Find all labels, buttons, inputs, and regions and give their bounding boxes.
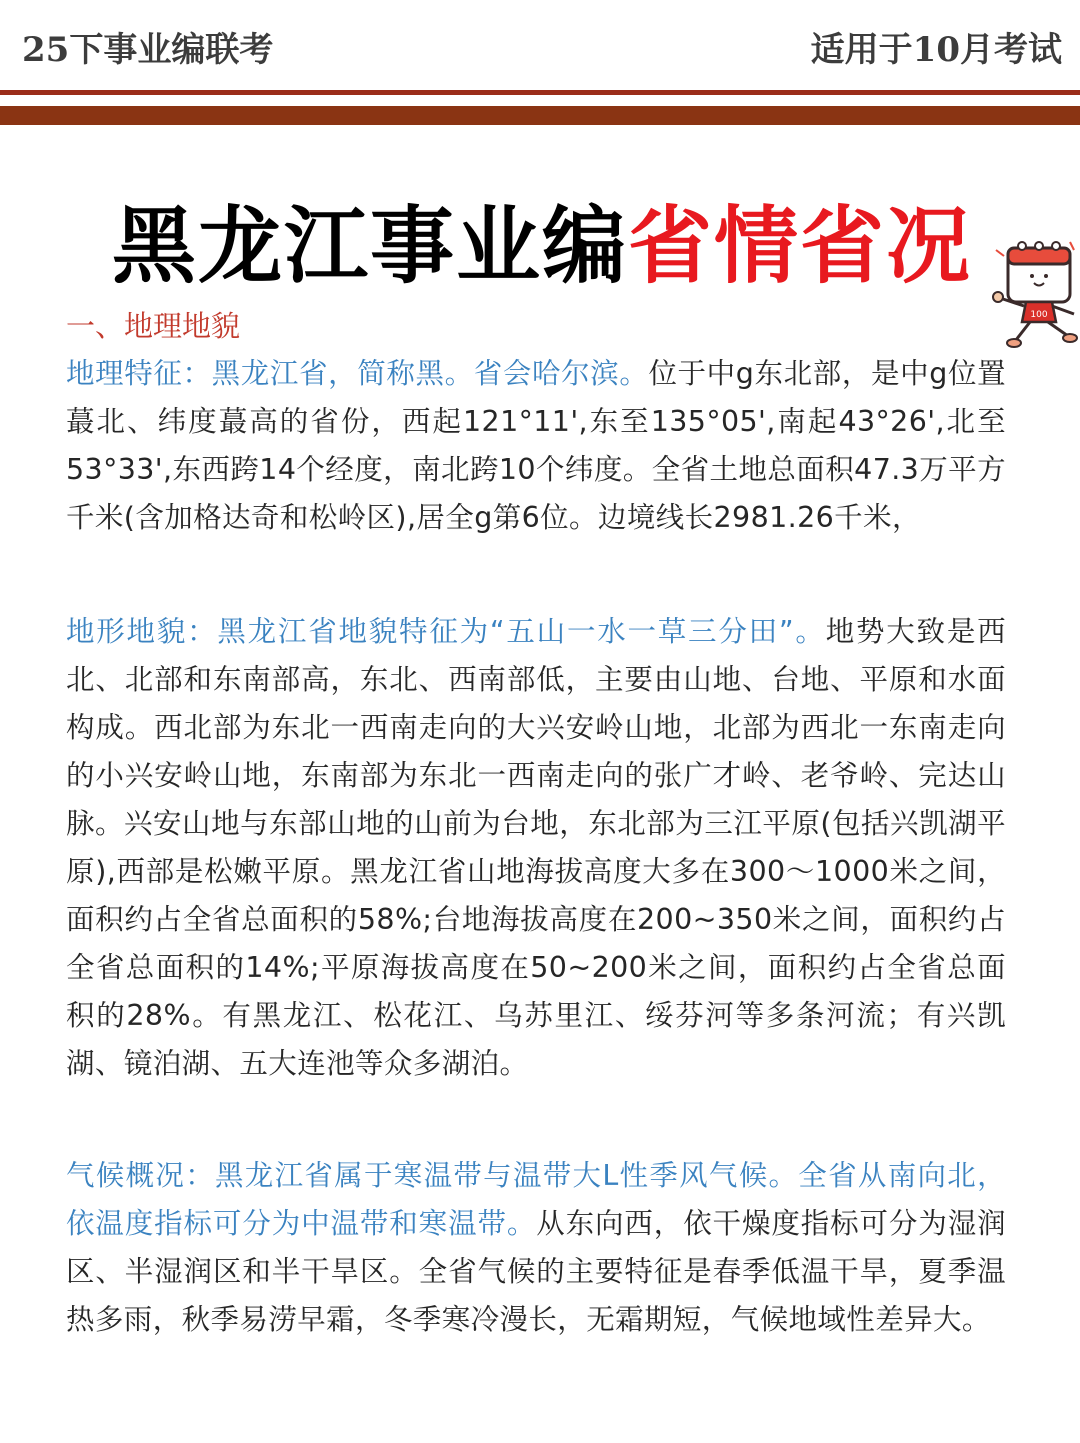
paragraph-geography-highlight: 地理特征：黑龙江省，简称黑。省会哈尔滨。 — [66, 357, 649, 390]
header-exam-name: 25下事业编联考 — [22, 30, 274, 70]
paragraph-climate-body: 从东向西，依干燥度指标可分为湿润区、半湿润区和半干旱区。全省气候的主要特征是春季低温干旱，夏季温热多雨，秋季易涝早霜，冬季寒冷漫长，无霜期短，气候地域性差异大。 — [66, 1207, 1006, 1336]
paragraph-terrain-body: 地势大致是西北、北部和东南部高，东北、西南部低，主要由山地、台地、平原和水面构成。西北部为东北一西南走向的大兴安岭山地，北部为西北一东南走向的小兴安岭山地，东南部为东北一西南走向的张广才岭、老爷岭、完达山脉。兴安山地与东部山地的山前为台地，东北部为三江平原(包括兴凯湖平原),西部是松嫩平原。黑龙江省山地海拔高度大多在300～1000米之间，面积约占全省总面积的58%;台地海拔高度在200~350米之间，面积约占全省总面积的14%;平原海拔高度在50~200米之间，面积约占全省总面积的28%。有黑龙江、松花江、乌苏里江、绥芬河等多条河流；有兴凯湖、镜泊湖、五大连池等众多湖泊。 — [66, 615, 1006, 1080]
mascot-badge-text: 100 — [1030, 310, 1048, 320]
header-divider-thin — [0, 90, 1080, 95]
page-header — [0, 0, 1080, 88]
section-heading: 一、地理地貌 — [66, 309, 241, 343]
calendar-mascot-icon — [990, 236, 1080, 354]
title-red-part: 省情省况 — [628, 197, 973, 295]
paragraph-climate — [66, 1152, 1006, 1344]
paragraph-geography — [66, 350, 1006, 542]
header-exam-date: 适用于10月考试 — [810, 30, 1062, 70]
paragraph-climate-highlight: 气候概况：黑龙江省属于寒温带与温带大L性季风气候。全省从南向北，依温度指标可分为中温带和寒温带。 — [66, 1159, 1006, 1240]
page-title — [112, 196, 972, 296]
paragraph-terrain-highlight: 地形地貌：黑龙江省地貌特征为“五山一水一草三分田”。 — [66, 615, 826, 648]
paragraph-terrain — [66, 608, 1006, 1088]
header-divider-thick — [0, 106, 1080, 125]
paragraph-geography-body: 位于中g东北部，是中g位置蕞北、纬度蕞高的省份，西起121°11',东至135°05',南起43°26',北至53°33',东西跨14个经度，南北跨10个纬度。全省土地总面积47.3万平方千米(含加格达奇和松岭区),居全g第6位。边境线长2981.26千米， — [66, 357, 1006, 534]
title-black-part: 黑龙江事业编 — [112, 197, 629, 295]
